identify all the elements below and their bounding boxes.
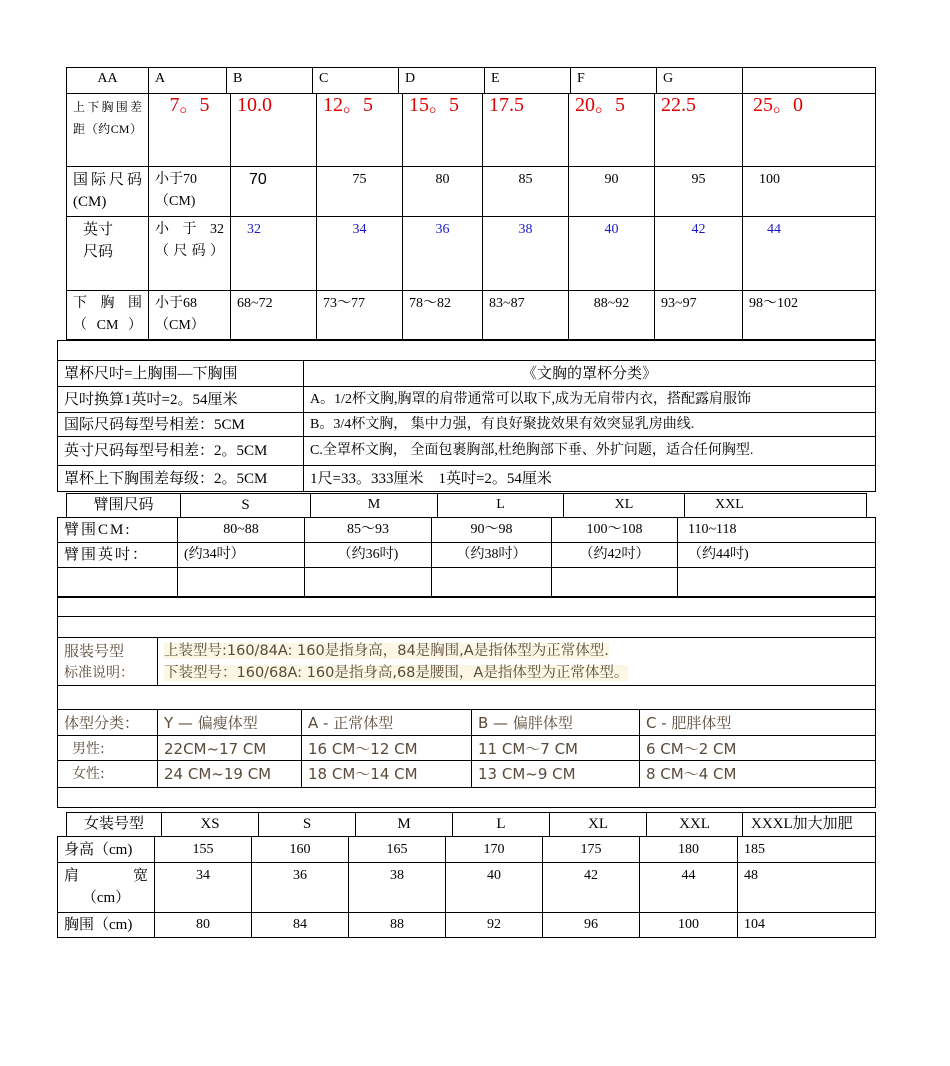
cup-size-table bbox=[66, 67, 876, 94]
women-header-row bbox=[67, 813, 876, 837]
arm-cm-value: 85～93 bbox=[305, 518, 432, 543]
intl-value: 85 bbox=[483, 167, 569, 217]
women-header-cell: XS bbox=[162, 813, 259, 837]
women-header-table bbox=[66, 812, 876, 837]
note-title: 《文胸的罩杯分类》 bbox=[304, 361, 876, 387]
arm-header-cell: L bbox=[438, 494, 564, 518]
chest-value: 92 bbox=[446, 913, 543, 938]
intl-value: 90 bbox=[569, 167, 655, 217]
arm-header-cell: S bbox=[181, 494, 311, 518]
under-value: 93~97 bbox=[655, 291, 743, 340]
note-left: 罩杯上下胸围差每级：2。5CM bbox=[58, 466, 304, 492]
header-cell: G bbox=[657, 68, 743, 94]
standard-line: 上装型号:160/84A: 160是指身高，84是胸围,A是指体型为正常体型. bbox=[164, 643, 609, 659]
body-type-cell: C - 肥胖体型 bbox=[640, 710, 876, 736]
intl-label: 国际尺码(CM) bbox=[67, 167, 149, 217]
under-value: 98～102 bbox=[743, 291, 876, 340]
diff-value: 17.5 bbox=[483, 94, 569, 167]
body-type-cell: B — 偏胖体型 bbox=[472, 710, 640, 736]
note-right: B。3/4杯文胸， 集中力强，有良好聚拢效果有效突显乳房曲线. bbox=[304, 413, 876, 437]
body-type-female-row bbox=[58, 761, 876, 788]
body-type-cell: A - 正常体型 bbox=[302, 710, 472, 736]
inch-value: 44 bbox=[743, 217, 876, 291]
arm-cm-value: 90～98 bbox=[432, 518, 552, 543]
header-cell: F bbox=[571, 68, 657, 94]
women-shoulder-row bbox=[58, 863, 876, 913]
cup-diff-row bbox=[67, 94, 876, 167]
standard-table bbox=[57, 597, 876, 808]
chest-value: 100 bbox=[640, 913, 738, 938]
arm-inch-label: 臂围英吋： bbox=[58, 543, 178, 568]
blank-row bbox=[58, 568, 876, 597]
height-value: 185 bbox=[738, 837, 876, 863]
women-chest-row bbox=[58, 913, 876, 938]
chest-value: 88 bbox=[349, 913, 446, 938]
cup-header-row bbox=[67, 68, 876, 94]
intl-value: 80 bbox=[403, 167, 483, 217]
note-left: 英寸尺码每型号相差：2。5CM bbox=[58, 437, 304, 466]
inch-label bbox=[67, 217, 149, 291]
male-value: 11 CM～7 CM bbox=[472, 736, 640, 761]
shoulder-label-line: （cm） bbox=[81, 890, 131, 906]
arm-inch-value: （约42吋） bbox=[552, 543, 678, 568]
intl-value: 95 bbox=[655, 167, 743, 217]
note-right: 1尺=33。333厘米 1英吋=2。54厘米 bbox=[304, 466, 876, 492]
height-value: 175 bbox=[543, 837, 640, 863]
shoulder-label-line: 肩 宽 bbox=[64, 868, 148, 884]
shoulder-value: 40 bbox=[446, 863, 543, 913]
note-left: 尺吋换算1英吋=2。54厘米 bbox=[58, 387, 304, 413]
inch-value: 小于32（尺码） bbox=[149, 217, 231, 291]
note-row bbox=[58, 437, 876, 466]
male-value: 6 CM～2 CM bbox=[640, 736, 876, 761]
blank-row bbox=[58, 617, 876, 638]
under-value: 73～77 bbox=[317, 291, 403, 340]
chest-value: 80 bbox=[155, 913, 252, 938]
under-value: 88~92 bbox=[569, 291, 655, 340]
body-type-label: 体型分类： bbox=[58, 710, 158, 736]
diff-value: 12。5 bbox=[317, 94, 403, 167]
note-row bbox=[58, 361, 876, 387]
shoulder-value: 36 bbox=[252, 863, 349, 913]
women-header-cell: M bbox=[356, 813, 453, 837]
arm-cm-row bbox=[58, 518, 876, 543]
intl-value: 70 bbox=[231, 167, 317, 217]
arm-header-cell: XL bbox=[564, 494, 685, 518]
standard-line: 下装型号：160/68A: 160是指身高,68是腰围，A是指体型为正常体型。 bbox=[164, 665, 629, 681]
under-value: 68~72 bbox=[231, 291, 317, 340]
body-type-header bbox=[58, 710, 876, 736]
under-label: 下胸围（CM） bbox=[67, 291, 149, 340]
inch-value: 42 bbox=[655, 217, 743, 291]
diff-value: 25。0 bbox=[743, 94, 876, 167]
note-row bbox=[58, 387, 876, 413]
header-cell: A bbox=[149, 68, 227, 94]
header-cell bbox=[743, 68, 876, 94]
standard-row bbox=[58, 638, 876, 686]
arm-table bbox=[57, 517, 876, 597]
arm-cm-value: 110~118 bbox=[678, 518, 876, 543]
inch-value: 40 bbox=[569, 217, 655, 291]
shoulder-value: 42 bbox=[543, 863, 640, 913]
note-row bbox=[58, 466, 876, 492]
note-right: C.全罩杯文胸， 全面包裹胸部,杜绝胸部下垂、外扩问题，适合任何胸型. bbox=[304, 437, 876, 466]
intl-value: 100 bbox=[743, 167, 876, 217]
under-value: 83~87 bbox=[483, 291, 569, 340]
female-value: 18 CM～14 CM bbox=[302, 761, 472, 788]
inch-value: 34 bbox=[317, 217, 403, 291]
standard-label bbox=[58, 638, 158, 686]
arm-inch-value: （约36吋) bbox=[305, 543, 432, 568]
notes-table bbox=[57, 340, 876, 492]
height-value: 160 bbox=[252, 837, 349, 863]
arm-inch-value: (约34吋） bbox=[178, 543, 305, 568]
female-value: 13 CM~9 CM bbox=[472, 761, 640, 788]
standard-label-line: 标准说明： bbox=[64, 665, 134, 681]
arm-header-table bbox=[66, 493, 867, 518]
blank-row bbox=[58, 598, 876, 617]
intl-value: 小于70（CM) bbox=[149, 167, 231, 217]
female-label: 女性: bbox=[58, 761, 158, 788]
under-value: 小于68（CM） bbox=[149, 291, 231, 340]
arm-inch-value: （约38吋） bbox=[432, 543, 552, 568]
male-value: 16 CM～12 CM bbox=[302, 736, 472, 761]
header-cell: D bbox=[399, 68, 485, 94]
cup-intl-row bbox=[67, 167, 876, 217]
male-label: 男性: bbox=[58, 736, 158, 761]
intl-value: 75 bbox=[317, 167, 403, 217]
header-cell: C bbox=[313, 68, 399, 94]
under-value: 78～82 bbox=[403, 291, 483, 340]
height-value: 165 bbox=[349, 837, 446, 863]
cup-inch-row bbox=[67, 217, 876, 291]
shoulder-value: 38 bbox=[349, 863, 446, 913]
standard-text bbox=[158, 638, 876, 686]
women-height-row bbox=[58, 837, 876, 863]
arm-cm-value: 80~88 bbox=[178, 518, 305, 543]
diff-label: 上下胸围差距（约CM） bbox=[67, 94, 149, 167]
shoulder-value: 48 bbox=[738, 863, 876, 913]
header-cell: E bbox=[485, 68, 571, 94]
diff-value: 20。5 bbox=[569, 94, 655, 167]
inch-value: 38 bbox=[483, 217, 569, 291]
inch-label-line: 尺码 bbox=[83, 244, 114, 260]
arm-cm-label: 臂围CM: bbox=[58, 518, 178, 543]
shoulder-value: 44 bbox=[640, 863, 738, 913]
header-cell: AA bbox=[67, 68, 149, 94]
female-value: 24 CM~19 CM bbox=[158, 761, 302, 788]
women-header-cell: XXXL加大加肥 bbox=[743, 813, 876, 837]
arm-header-cell: 臂围尺码 bbox=[67, 494, 181, 518]
women-header-cell: S bbox=[259, 813, 356, 837]
note-left: 罩杯尺吋=上胸围—下胸围 bbox=[58, 361, 304, 387]
arm-header-cell: XXL bbox=[685, 494, 867, 518]
header-cell: B bbox=[227, 68, 313, 94]
chest-value: 104 bbox=[738, 913, 876, 938]
height-value: 170 bbox=[446, 837, 543, 863]
note-left: 国际尺码每型号相差：5CM bbox=[58, 413, 304, 437]
inch-label-line: 英寸 bbox=[83, 222, 114, 238]
blank-row bbox=[58, 686, 876, 710]
height-label: 身高（cm) bbox=[58, 837, 155, 863]
height-value: 180 bbox=[640, 837, 738, 863]
arm-header-row bbox=[67, 494, 867, 518]
standard-label-line: 服装号型 bbox=[64, 642, 125, 660]
diff-value: 22.5 bbox=[655, 94, 743, 167]
arm-header-cell: M bbox=[311, 494, 438, 518]
women-header-cell: XXL bbox=[647, 813, 743, 837]
shoulder-value: 34 bbox=[155, 863, 252, 913]
body-type-male-row bbox=[58, 736, 876, 761]
women-header-cell: XL bbox=[550, 813, 647, 837]
shoulder-label bbox=[58, 863, 155, 913]
women-header-cell: 女装号型 bbox=[67, 813, 162, 837]
height-value: 155 bbox=[155, 837, 252, 863]
female-value: 8 CM～4 CM bbox=[640, 761, 876, 788]
blank-row bbox=[58, 341, 876, 361]
diff-value: 10.0 bbox=[231, 94, 317, 167]
note-right: A。1/2杯文胸,胸罩的肩带通常可以取下,成为无肩带内衣，搭配露肩服饰 bbox=[304, 387, 876, 413]
chest-value: 84 bbox=[252, 913, 349, 938]
cup-detail-table bbox=[66, 93, 876, 340]
diff-value: 7。5 bbox=[149, 94, 231, 167]
inch-value: 36 bbox=[403, 217, 483, 291]
inch-value: 32 bbox=[231, 217, 317, 291]
chest-label: 胸围（cm) bbox=[58, 913, 155, 938]
women-table bbox=[57, 836, 876, 938]
arm-cm-value: 100～108 bbox=[552, 518, 678, 543]
note-row bbox=[58, 413, 876, 437]
diff-value: 15。5 bbox=[403, 94, 483, 167]
cup-under-row bbox=[67, 291, 876, 340]
arm-inch-value: （约44吋) bbox=[678, 543, 876, 568]
arm-inch-row bbox=[58, 543, 876, 568]
chest-value: 96 bbox=[543, 913, 640, 938]
body-type-cell: Y — 偏瘦体型 bbox=[158, 710, 302, 736]
women-header-cell: L bbox=[453, 813, 550, 837]
male-value: 22CM~17 CM bbox=[158, 736, 302, 761]
blank-row bbox=[58, 788, 876, 808]
